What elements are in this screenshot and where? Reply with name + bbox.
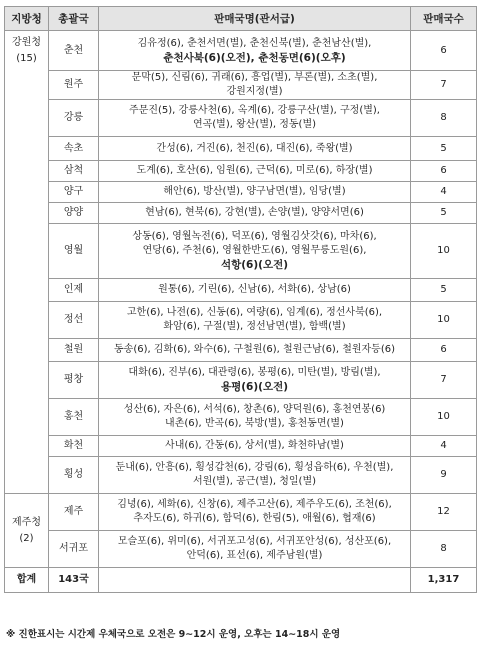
hq-cell: 제주 xyxy=(49,494,99,531)
hq-cell: 횡성 xyxy=(49,457,99,494)
office-count-cell: 10 xyxy=(411,399,477,436)
office-names-line: 성산(6), 자은(6), 서석(6), 창촌(6), 양덕원(6), 홍천연봉(6) xyxy=(123,404,386,415)
office-count-cell: 8 xyxy=(411,100,477,137)
office-count-cell: 9 xyxy=(411,457,477,494)
total-label: 합계 xyxy=(5,568,49,593)
hq-cell: 원주 xyxy=(49,71,99,100)
office-names-line: 내촌(6), 반곡(6), 북방(별), 홍천동면(별) xyxy=(165,418,344,429)
office-names-line: 용평(6)(오전) xyxy=(220,381,289,393)
office-names-line: 간성(6), 거진(6), 천진(6), 대진(6), 죽왕(별) xyxy=(156,142,353,154)
office-names-cell xyxy=(99,436,411,457)
hq-cell: 평창 xyxy=(49,362,99,399)
office-names-line: 현남(6), 현북(6), 강현(별), 손양(별), 양양서면(6) xyxy=(145,207,364,218)
office-count-cell: 6 xyxy=(411,31,477,71)
hq-cell: 홍천 xyxy=(49,399,99,436)
region-cell xyxy=(5,31,49,494)
office-count-cell: 10 xyxy=(411,302,477,339)
hq-cell: 강릉 xyxy=(49,100,99,137)
post-office-table xyxy=(4,6,477,593)
total-row xyxy=(5,568,477,593)
office-names-line: 문막(5), 신림(6), 귀래(6), 흥업(별), 부론(별), 소초(별), xyxy=(131,72,378,83)
office-count-cell: 5 xyxy=(411,279,477,302)
office-names-line: 모슬포(6), 위미(6), 서귀포고성(6), 서귀포안성(6), 성산포(6), xyxy=(117,536,392,547)
office-names-cell xyxy=(99,137,411,161)
table-row xyxy=(5,279,477,302)
office-names-line: 석항(6)(오전) xyxy=(220,259,289,271)
table-row xyxy=(5,224,477,279)
office-names-line: 김유정(6), 춘천서면(별), 춘천신북(별), 춘천남산(별), xyxy=(137,37,372,49)
hq-cell: 화천 xyxy=(49,436,99,457)
table-row xyxy=(5,137,477,161)
table-row xyxy=(5,71,477,100)
office-names-cell xyxy=(99,279,411,302)
office-names-cell xyxy=(99,302,411,339)
office-names-line: 사내(6), 간동(6), 상서(별), 화천하남(별) xyxy=(165,440,344,451)
office-count-cell: 7 xyxy=(411,71,477,100)
total-office-count: 1,317 xyxy=(411,568,477,593)
header-hq: 총괄국 xyxy=(49,7,99,31)
table-row xyxy=(5,339,477,362)
table-row xyxy=(5,436,477,457)
office-names-line: 춘천사북(6)(오전), 춘천동면(6)(오후) xyxy=(163,51,346,64)
office-names-cell xyxy=(99,457,411,494)
table-row xyxy=(5,31,477,71)
table-row xyxy=(5,161,477,182)
office-names-line: 고한(6), 나전(6), 신동(6), 여량(6), 임계(6), 정선사북(6), xyxy=(126,307,383,318)
office-names-cell xyxy=(99,399,411,436)
office-names-line: 도계(6), 호산(6), 임원(6), 근덕(6), 미로(6), 하장(별) xyxy=(136,165,373,176)
office-names-line: 둔내(6), 안흥(6), 횡성갑천(6), 강림(6), 횡성읍하(6), 우천(별), xyxy=(115,462,394,473)
hq-cell: 양양 xyxy=(49,203,99,224)
office-names-line: 화암(6), 구절(별), 정선남면(별), 함백(별) xyxy=(163,321,346,332)
office-count-cell: 6 xyxy=(411,161,477,182)
header-office-names: 판매국명(관서급) xyxy=(99,7,411,31)
office-names-line: 추자도(6), 하귀(6), 함덕(6), 한림(5), 애월(6), 협재(6) xyxy=(133,513,376,524)
office-names-line: 원통(6), 기린(6), 신남(6), 서화(6), 상남(6) xyxy=(158,284,351,295)
hq-cell: 속초 xyxy=(49,137,99,161)
office-names-line: 해안(6), 방산(별), 양구남면(별), 임당(별) xyxy=(163,186,346,197)
header-office-count: 판매국수 xyxy=(411,7,477,31)
office-names-line: 연당(6), 주천(6), 영월한반도(6), 영월무릉도원(6), xyxy=(142,245,367,256)
region-name: 강원청 xyxy=(12,37,41,48)
office-names-cell xyxy=(99,339,411,362)
table-row xyxy=(5,203,477,224)
office-names-cell xyxy=(99,71,411,100)
table-row xyxy=(5,302,477,339)
footnote: ※ 진한표시는 시간제 우체국으로 오전은 9∼12시 운영, 오후는 14∼18시 운영 xyxy=(6,629,341,640)
office-names-line: 연곡(별), 왕산(별), 정동(별) xyxy=(192,119,317,130)
office-names-line: 동송(6), 김화(6), 와수(6), 구철원(6), 철원근남(6), 철원자등(6) xyxy=(114,344,395,355)
office-names-cell xyxy=(99,531,411,568)
office-count-cell: 4 xyxy=(411,182,477,203)
hq-cell: 양구 xyxy=(49,182,99,203)
hq-cell: 삼척 xyxy=(49,161,99,182)
office-count-cell: 6 xyxy=(411,339,477,362)
table-row xyxy=(5,399,477,436)
office-names-line: 강원지정(별) xyxy=(226,86,283,97)
table-row xyxy=(5,182,477,203)
office-names-cell xyxy=(99,362,411,399)
hq-cell: 춘천 xyxy=(49,31,99,71)
hq-cell: 영월 xyxy=(49,224,99,279)
region-count: (15) xyxy=(16,53,37,64)
header-row xyxy=(5,7,477,31)
total-hq-count: 143국 xyxy=(49,568,99,593)
office-names-line: 안덕(6), 표선(6), 제주남원(별) xyxy=(186,550,323,561)
total-empty xyxy=(99,568,411,593)
office-names-line: 상동(6), 영월녹전(6), 덕포(6), 영월김삿갓(6), 마차(6), xyxy=(132,231,377,242)
hq-cell: 서귀포 xyxy=(49,531,99,568)
office-count-cell: 5 xyxy=(411,137,477,161)
table-row xyxy=(5,494,477,531)
office-count-cell: 7 xyxy=(411,362,477,399)
office-names-cell xyxy=(99,31,411,71)
office-count-cell: 12 xyxy=(411,494,477,531)
office-count-cell: 8 xyxy=(411,531,477,568)
hq-cell: 인제 xyxy=(49,279,99,302)
office-names-line: 대화(6), 진부(6), 대관령(6), 봉평(6), 미탄(별), 방림(별), xyxy=(128,367,381,378)
region-count: (2) xyxy=(19,532,34,544)
office-names-cell xyxy=(99,100,411,137)
hq-cell: 정선 xyxy=(49,302,99,339)
office-names-line: 주문진(5), 강릉사천(6), 옥계(6), 강릉구산(별), 구정(별), xyxy=(129,105,380,116)
table-row xyxy=(5,362,477,399)
office-names-cell xyxy=(99,494,411,531)
office-count-cell: 5 xyxy=(411,203,477,224)
office-count-cell: 10 xyxy=(411,224,477,279)
table-body xyxy=(5,31,477,593)
office-names-cell xyxy=(99,224,411,279)
office-names-cell xyxy=(99,161,411,182)
office-names-cell xyxy=(99,182,411,203)
header-region: 지방청 xyxy=(5,7,49,31)
table-row xyxy=(5,100,477,137)
office-names-line: 서원(별), 공근(별), 청일(별) xyxy=(192,476,317,487)
table-row xyxy=(5,531,477,568)
region-cell xyxy=(5,494,49,568)
office-count-cell: 4 xyxy=(411,436,477,457)
table-row xyxy=(5,457,477,494)
office-names-cell xyxy=(99,203,411,224)
office-names-line: 김녕(6), 세화(6), 신창(6), 제주고산(6), 제주우도(6), 조천(6), xyxy=(117,499,392,510)
hq-cell: 철원 xyxy=(49,339,99,362)
region-name: 제주청 xyxy=(12,516,41,528)
